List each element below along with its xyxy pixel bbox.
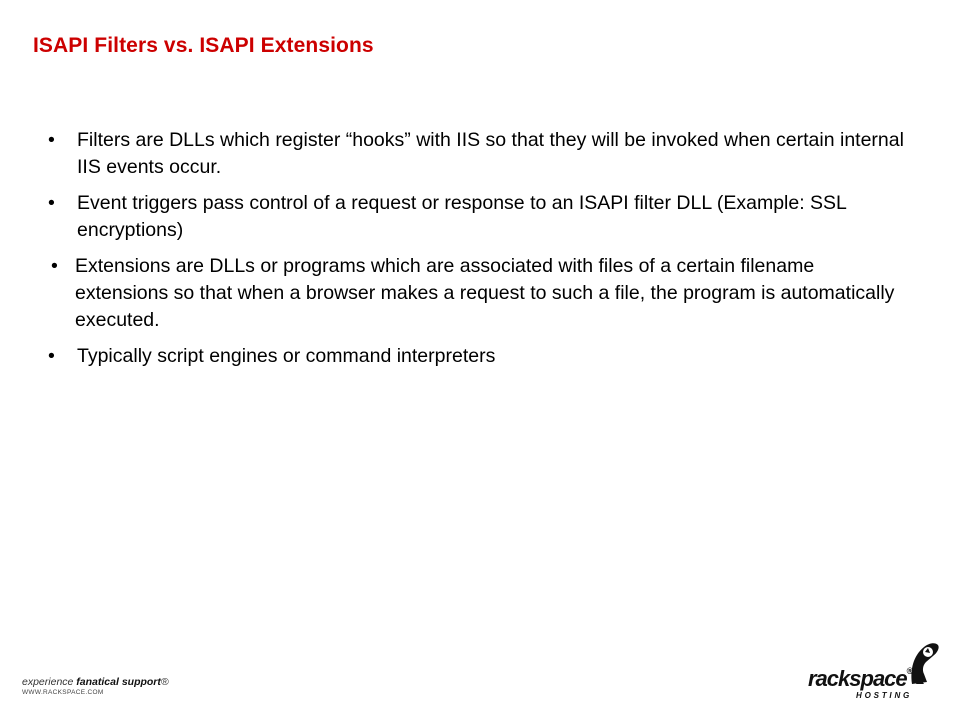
slide-title: ISAPI Filters vs. ISAPI Extensions: [33, 34, 374, 57]
bullet-marker: •: [48, 345, 55, 367]
bullet-text: Extensions are DLLs or programs which are associated with files of a certain filename extensions so that when a browser makes a request to such a file, the program is automatically executed.: [75, 255, 895, 331]
bullet-text: Typically script engines or command interpreters: [77, 345, 496, 367]
logo-registered: ®: [906, 666, 914, 676]
bullet-item: [48, 190, 908, 244]
tagline-mark: ®: [160, 676, 169, 688]
rackspace-logo: [808, 640, 943, 702]
bullet-marker: •: [51, 255, 58, 277]
bullet-item: [48, 127, 908, 181]
tagline-emphasis: fanatical support: [76, 676, 161, 688]
bullet-text: Event triggers pass control of a request or response to an ISAPI filter DLL (Example: SSL encryptions): [77, 192, 847, 241]
bullet-item: [48, 253, 908, 334]
tagline-lead: experience: [22, 676, 77, 688]
logo-subtitle: HOSTING: [856, 691, 913, 700]
website-url: WWW.RACKSPACE.COM: [22, 689, 104, 696]
bullet-item: [48, 343, 908, 370]
bullet-text: Filters are DLLs which register “hooks” with IIS so that they will be invoked when certain internal IIS events occur.: [77, 129, 904, 178]
bullet-list: [48, 127, 908, 379]
bullet-marker: •: [48, 192, 55, 214]
logo-word: rackspace: [808, 666, 907, 691]
tagline: [22, 676, 202, 688]
footer-tagline-block: [22, 676, 202, 696]
bullet-marker: •: [48, 129, 55, 151]
logo-wordmark: [808, 666, 913, 692]
